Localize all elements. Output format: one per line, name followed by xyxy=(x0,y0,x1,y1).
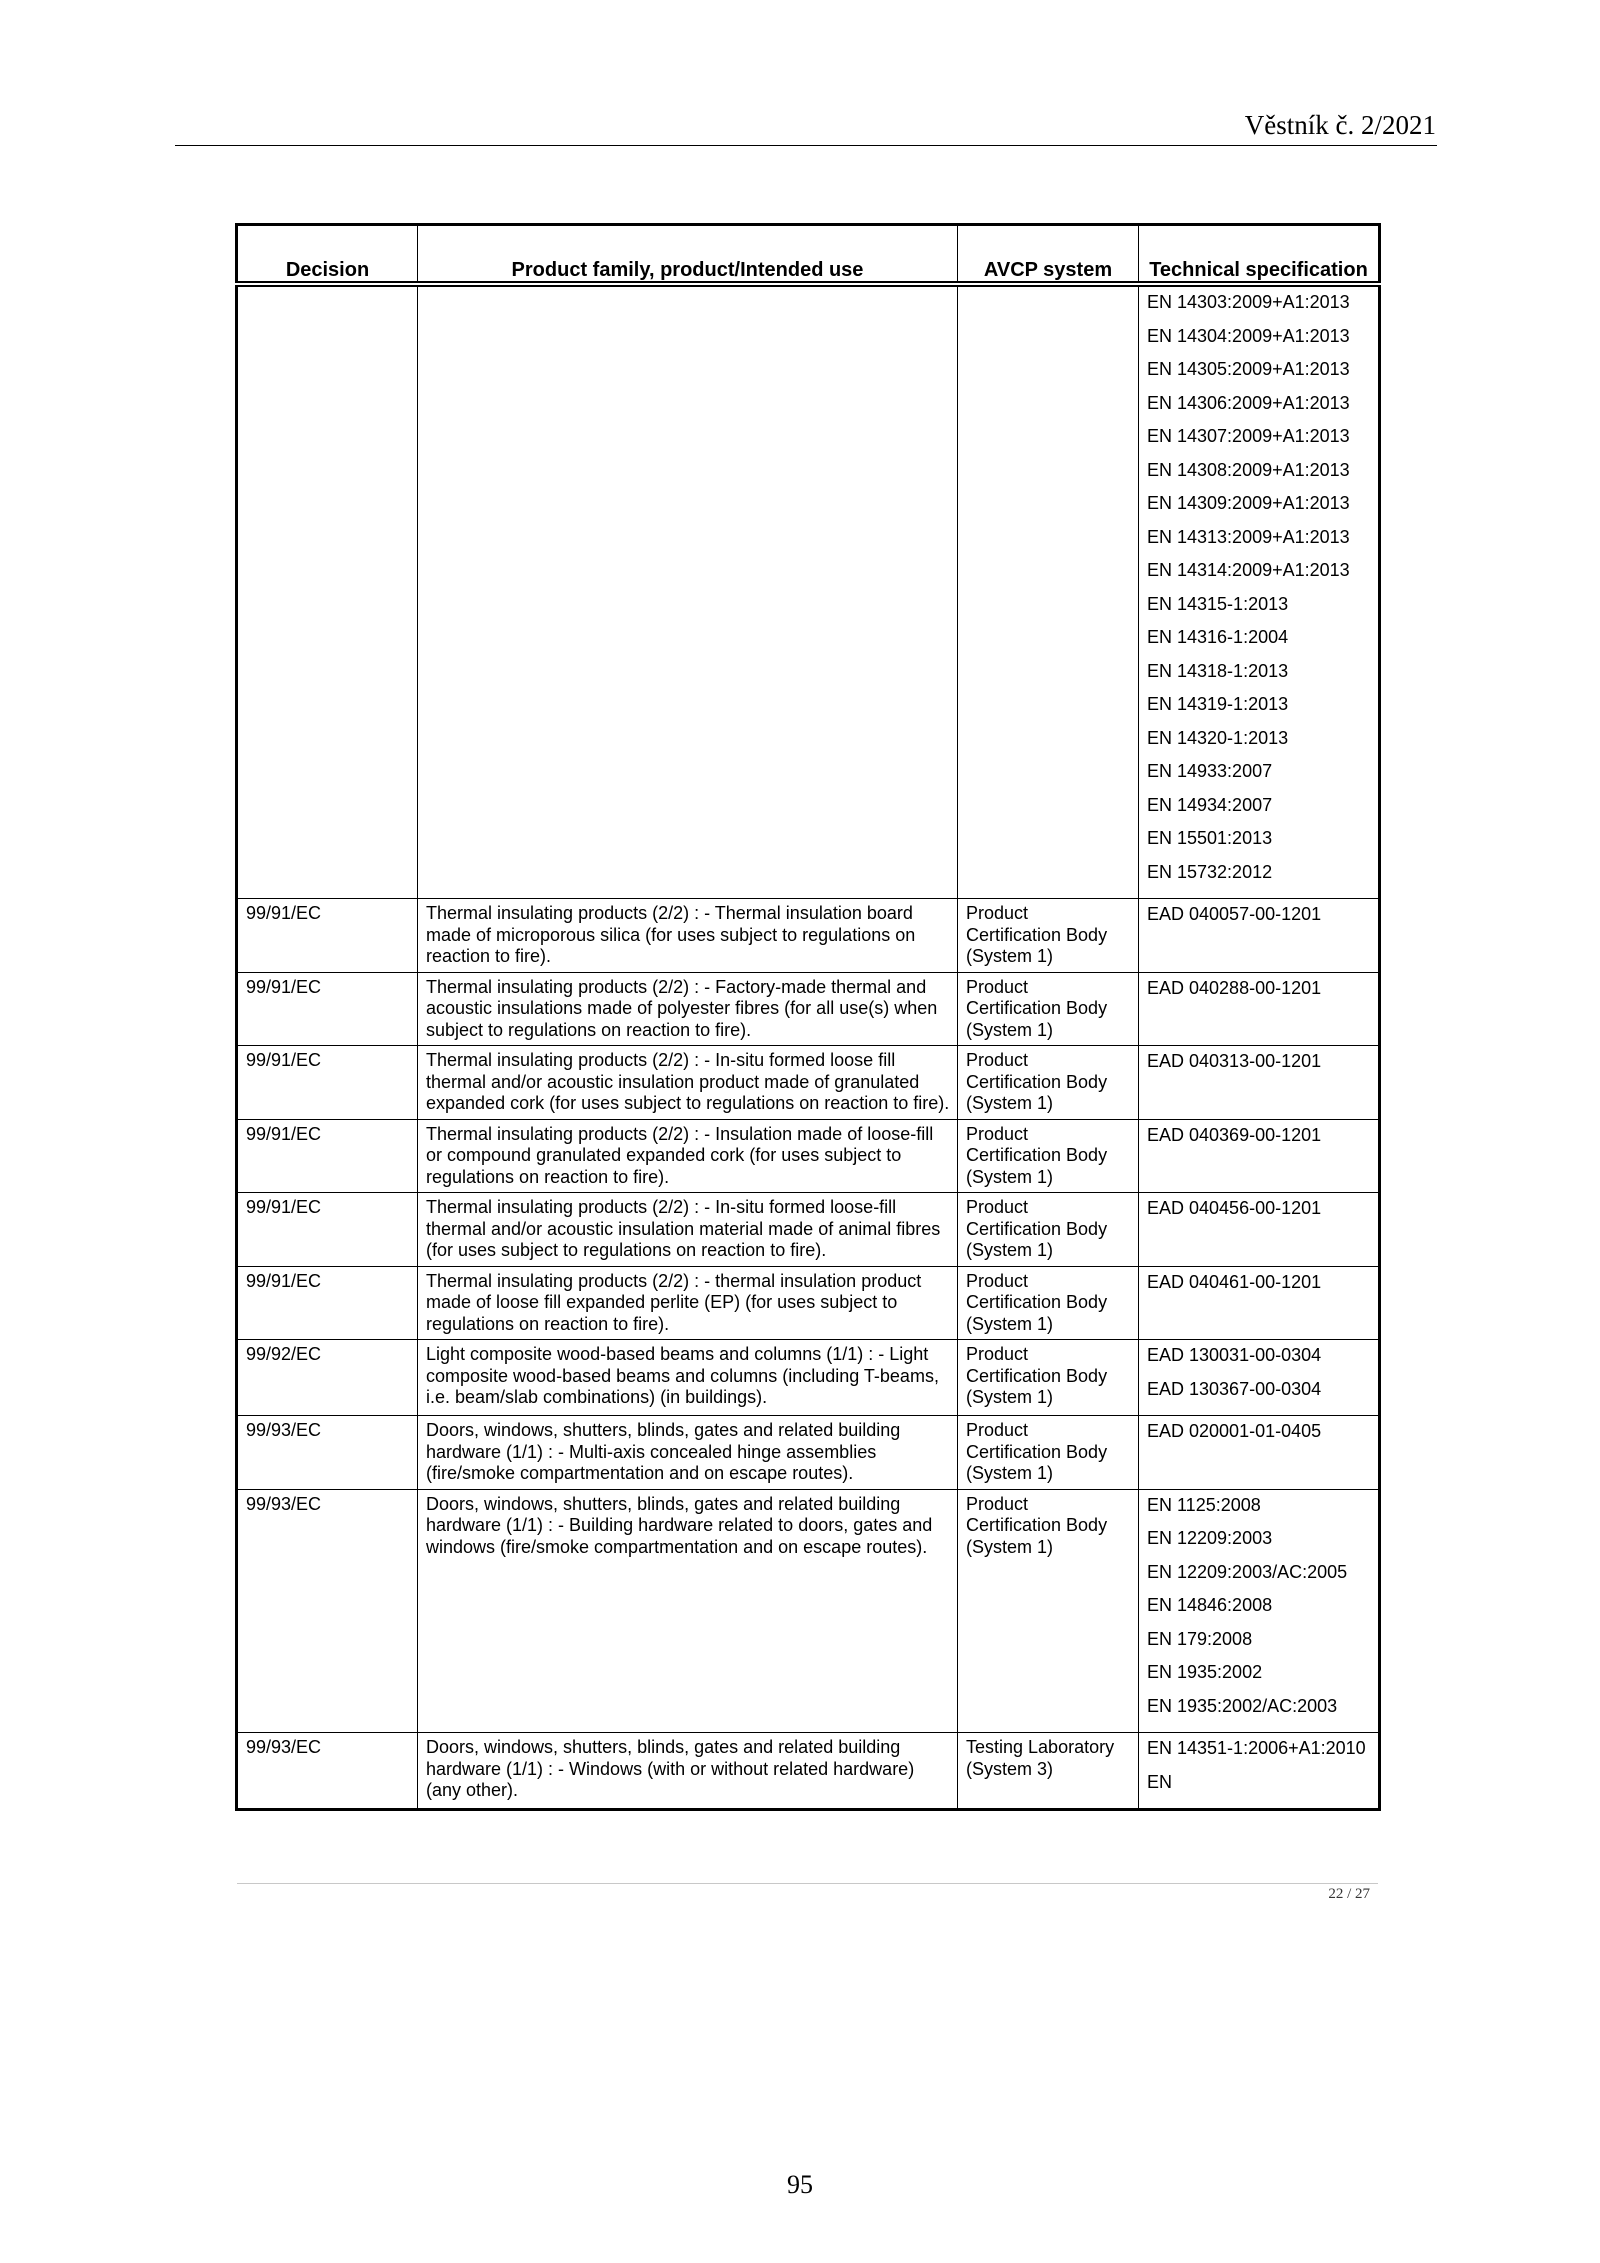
decision-cell: 99/91/EC xyxy=(237,899,418,973)
specification-item: EN 14309:2009+A1:2013 xyxy=(1147,493,1350,513)
avcp-line: Product xyxy=(966,976,1029,997)
avcp-line: Certification Body xyxy=(966,1218,1108,1239)
specification-item: EN 1125:2008 xyxy=(1147,1494,1261,1515)
bulletin-title: Věstník č. 2/2021 xyxy=(1244,110,1436,140)
decision-cell: 99/93/EC xyxy=(237,1416,418,1490)
specification-cell xyxy=(1139,1416,1380,1490)
table-row xyxy=(237,1416,1380,1490)
product-cell: Doors, windows, shutters, blinds, gates and related building hardware (1/1) : - Windows (with or without related hardware) (any other). xyxy=(418,1733,958,1810)
avcp-cell xyxy=(958,1340,1139,1416)
specification-item: EN 1935:2002 xyxy=(1147,1662,1263,1682)
decision-cell: 99/92/EC xyxy=(237,1340,418,1416)
decision-cell: 99/91/EC xyxy=(237,972,418,1046)
specification-item: EN 14319-1:2013 xyxy=(1147,694,1289,714)
decisions-table xyxy=(235,223,1381,1811)
decision-cell: 99/93/EC xyxy=(237,1489,418,1733)
avcp-cell xyxy=(958,1266,1139,1340)
avcp-line: (System 1) xyxy=(966,1536,1054,1557)
specification-item: EN 12209:2003/AC:2005 xyxy=(1147,1561,1348,1582)
specification-item: EAD 130367-00-0304 xyxy=(1147,1378,1322,1399)
decision-cell: 99/91/EC xyxy=(237,1046,418,1120)
specification-item: EN 14933:2007 xyxy=(1147,761,1273,781)
specification-item: EN 14320-1:2013 xyxy=(1147,727,1289,748)
specification-item: EN 14314:2009+A1:2013 xyxy=(1147,560,1350,580)
specification-item: EN 179:2008 xyxy=(1147,1628,1253,1649)
specification-cell xyxy=(1139,1266,1380,1340)
avcp-line: Product xyxy=(966,1493,1029,1514)
specification-cell xyxy=(1139,1046,1380,1120)
avcp-cell xyxy=(958,972,1139,1046)
specification-item: EN 14308:2009+A1:2013 xyxy=(1147,459,1350,480)
avcp-line: Product xyxy=(966,903,1029,923)
decision-cell xyxy=(237,284,418,899)
avcp-cell xyxy=(958,1119,1139,1193)
avcp-line: (System 1) xyxy=(966,946,1054,966)
column-header-technical-specification: Technical specification xyxy=(1139,225,1380,285)
product-cell: Thermal insulating products (2/2) : - Insulation made of loose-fill or compound granulated expanded cork (for uses subject to regulations on reaction to fire). xyxy=(418,1119,958,1193)
specification-cell xyxy=(1139,1193,1380,1267)
specification-item: EAD 040313-00-1201 xyxy=(1147,1051,1322,1071)
product-cell: Thermal insulating products (2/2) : - thermal insulation product made of loose fill expanded perlite (EP) (for uses subject to regulations on reaction to fire). xyxy=(418,1266,958,1340)
avcp-line: (System 1) xyxy=(966,1093,1054,1113)
column-header-product: Product family, product/Intended use xyxy=(418,225,958,285)
specification-item: EN 14306:2009+A1:2013 xyxy=(1147,392,1350,413)
table-row xyxy=(237,899,1380,973)
avcp-line: Product xyxy=(966,1344,1029,1364)
specification-item: EN 14313:2009+A1:2013 xyxy=(1147,526,1350,547)
specification-item: EN 14305:2009+A1:2013 xyxy=(1147,359,1350,379)
specification-item: EAD 040057-00-1201 xyxy=(1147,904,1322,924)
specification-cell xyxy=(1139,284,1380,899)
avcp-line: Certification Body xyxy=(966,1292,1108,1312)
avcp-line: Certification Body xyxy=(966,1365,1108,1386)
header-rule xyxy=(175,145,1437,146)
specification-item: EN 14316-1:2004 xyxy=(1147,627,1289,647)
specification-item: EN 15501:2013 xyxy=(1147,828,1273,848)
column-header-avcp: AVCP system xyxy=(958,225,1139,285)
specification-item: EAD 130031-00-0304 xyxy=(1147,1345,1322,1365)
specification-item: EN xyxy=(1147,1771,1173,1792)
avcp-cell xyxy=(958,1489,1139,1733)
specification-item: EN 14318-1:2013 xyxy=(1147,660,1289,681)
page-number: 95 xyxy=(787,2170,813,2199)
product-cell: Thermal insulating products (2/2) : - Factory-made thermal and acoustic insulations made of polyester fibres (for all use(s) when subject to regulations on reaction to fire). xyxy=(418,972,958,1046)
specification-item: EN 1935:2002/AC:2003 xyxy=(1147,1695,1338,1716)
table-header xyxy=(237,225,1380,285)
table-row xyxy=(237,1119,1380,1193)
avcp-line: (System 1) xyxy=(966,1166,1054,1187)
avcp-line: (System 1) xyxy=(966,1240,1054,1260)
avcp-line: Certification Body xyxy=(966,1145,1108,1165)
specification-item: EN 14934:2007 xyxy=(1147,794,1273,815)
table-row xyxy=(237,1340,1380,1416)
avcp-line: (System 1) xyxy=(966,1019,1054,1040)
decision-cell: 99/91/EC xyxy=(237,1266,418,1340)
specification-item: EAD 020001-01-0405 xyxy=(1147,1421,1322,1441)
specification-cell xyxy=(1139,1733,1380,1810)
avcp-cell xyxy=(958,1416,1139,1490)
specification-cell xyxy=(1139,1489,1380,1733)
specification-cell xyxy=(1139,1340,1380,1416)
specification-item: EN 14315-1:2013 xyxy=(1147,593,1289,614)
avcp-line: Testing Laboratory xyxy=(966,1737,1115,1757)
specification-cell xyxy=(1139,972,1380,1046)
avcp-line: Certification Body xyxy=(966,924,1108,945)
avcp-cell xyxy=(958,284,1139,899)
avcp-line: Certification Body xyxy=(966,1071,1108,1092)
avcp-line: Product xyxy=(966,1420,1029,1440)
table-row xyxy=(237,284,1380,899)
specification-item: EAD 040369-00-1201 xyxy=(1147,1124,1322,1145)
table-row xyxy=(237,1266,1380,1340)
specification-item: EN 14846:2008 xyxy=(1147,1595,1273,1615)
avcp-line: (System 1) xyxy=(966,1463,1054,1483)
specification-item: EN 14307:2009+A1:2013 xyxy=(1147,426,1350,446)
decision-cell: 99/91/EC xyxy=(237,1193,418,1267)
avcp-cell xyxy=(958,1733,1139,1810)
product-cell: Doors, windows, shutters, blinds, gates and related building hardware (1/1) : - Building hardware related to doors, gates and windows (fire/smoke compartmentation and on escape routes). xyxy=(418,1489,958,1733)
column-header-decision: Decision xyxy=(237,225,418,285)
specification-item: EAD 040288-00-1201 xyxy=(1147,977,1322,998)
specification-cell xyxy=(1139,1119,1380,1193)
page-reference: 22 / 27 xyxy=(1328,1886,1370,1902)
decision-cell: 99/93/EC xyxy=(237,1733,418,1810)
decision-cell: 99/91/EC xyxy=(237,1119,418,1193)
avcp-cell xyxy=(958,1193,1139,1267)
specification-item: EN 15732:2012 xyxy=(1147,861,1273,882)
avcp-cell xyxy=(958,1046,1139,1120)
table-row xyxy=(237,1733,1380,1810)
table-row xyxy=(237,1046,1380,1120)
product-cell: Doors, windows, shutters, blinds, gates and related building hardware (1/1) : - Multi-axis concealed hinge assemblies (fire/smoke compartmentation and on escape routes). xyxy=(418,1416,958,1490)
specification-item: EAD 040456-00-1201 xyxy=(1147,1198,1322,1218)
product-cell: Light composite wood-based beams and columns (1/1) : - Light composite wood-based beams and columns (including T-beams, i.e. beam/slab combinations) (in buildings). xyxy=(418,1340,958,1416)
table-body xyxy=(237,284,1380,1810)
avcp-cell xyxy=(958,899,1139,973)
avcp-line: Product xyxy=(966,1050,1029,1070)
product-cell: Thermal insulating products (2/2) : - In-situ formed loose fill thermal and/or acoustic insulation product made of granulated expanded cork (for uses subject to regulations on reaction to fire). xyxy=(418,1046,958,1120)
avcp-line: Product xyxy=(966,1197,1029,1217)
specification-cell xyxy=(1139,899,1380,973)
specification-item: EN 14304:2009+A1:2013 xyxy=(1147,325,1350,346)
table-row xyxy=(237,972,1380,1046)
specification-item: EN 14351-1:2006+A1:2010 xyxy=(1147,1738,1366,1758)
table-row xyxy=(237,1489,1380,1733)
footer-rule xyxy=(237,1883,1378,1884)
avcp-line: (System 3) xyxy=(966,1758,1054,1779)
avcp-line: Certification Body xyxy=(966,1515,1108,1535)
product-cell: Thermal insulating products (2/2) : - Thermal insulation board made of microporous silica (for uses subject to regulations on reaction to fire). xyxy=(418,899,958,973)
table-row xyxy=(237,1193,1380,1267)
specification-item: EAD 040461-00-1201 xyxy=(1147,1271,1322,1292)
avcp-line: Certification Body xyxy=(966,1441,1108,1462)
avcp-line: (System 1) xyxy=(966,1313,1054,1334)
specification-item: EN 14303:2009+A1:2013 xyxy=(1147,292,1350,312)
product-cell xyxy=(418,284,958,899)
specification-item: EN 12209:2003 xyxy=(1147,1528,1273,1548)
avcp-line: (System 1) xyxy=(966,1387,1054,1407)
avcp-line: Product xyxy=(966,1270,1029,1291)
avcp-line: Product xyxy=(966,1123,1029,1144)
avcp-line: Certification Body xyxy=(966,998,1108,1018)
product-cell: Thermal insulating products (2/2) : - In-situ formed loose-fill thermal and/or acoustic insulation material made of animal fibres (for uses subject to regulations on reaction to fire). xyxy=(418,1193,958,1267)
